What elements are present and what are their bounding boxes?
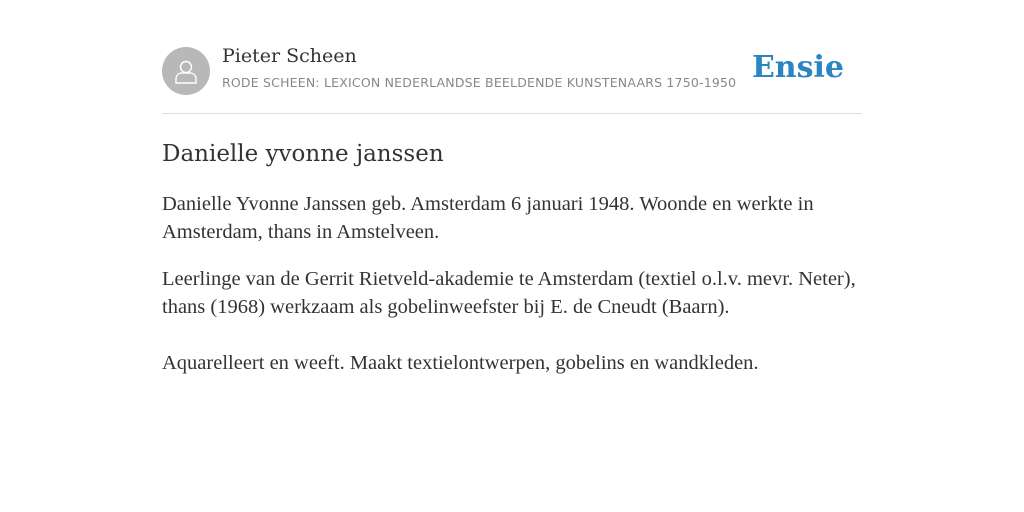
article-body [162, 190, 862, 377]
article-card [162, 40, 862, 377]
source-label[interactable]: RODE SCHEEN: LEXICON NEDERLANDSE BEELDENDE KUNSTENAARS 1750-1950 [222, 75, 737, 90]
author-name[interactable]: Pieter Scheen [222, 45, 357, 67]
author-avatar [162, 47, 210, 95]
article-title: Danielle yvonne janssen [162, 141, 444, 167]
ensie-logo[interactable]: Ensie [751, 50, 844, 85]
paragraph: Danielle Yvonne Janssen geb. Amsterdam 6 januari 1948. Woonde en werkte in Amsterdam, thans in Amstelveen. [162, 193, 814, 243]
article-header [162, 40, 862, 114]
user-icon [172, 57, 200, 85]
paragraph: Leerlinge van de Gerrit Rietveld-akademie te Amsterdam (textiel o.l.v. mevr. Neter), thans (1968) werkzaam als gobelinweefster bij E. de Cneudt (Baarn). Aquarelleert en weeft. Maakt textielontwerpen, gobelins en wandkleden. [162, 268, 856, 374]
